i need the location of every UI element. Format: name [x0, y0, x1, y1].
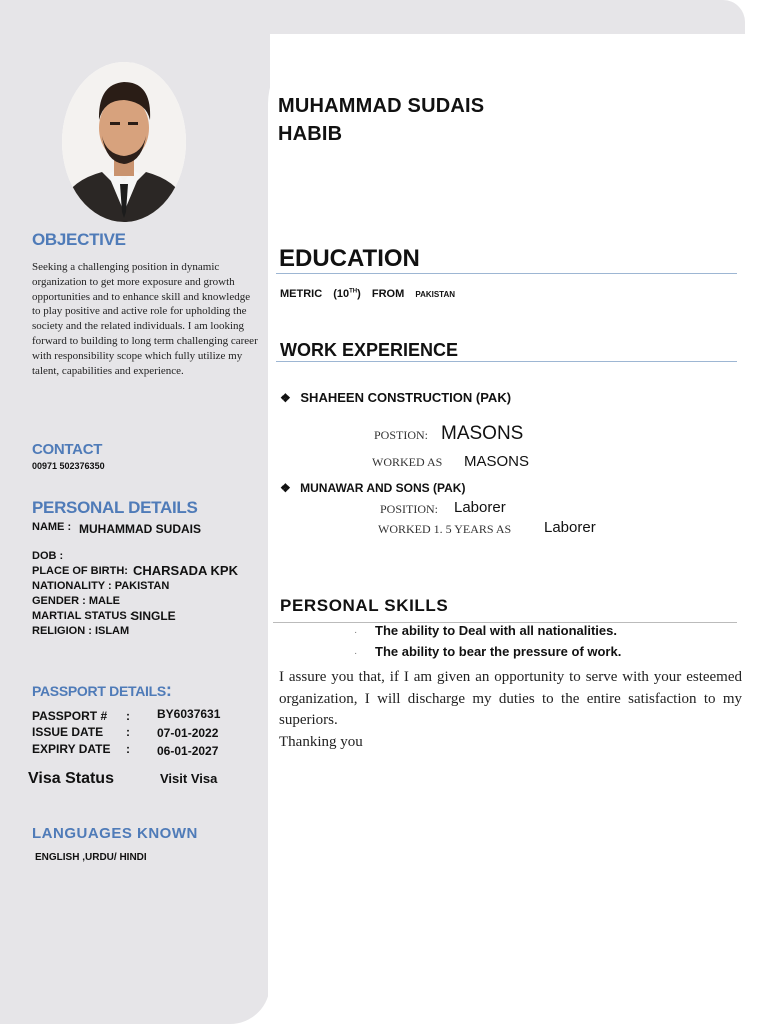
- pd-religion: RELIGION : ISLAM: [32, 625, 130, 637]
- issue-date-value: 07-01-2022: [157, 726, 219, 740]
- education-from: FROM: [371, 288, 405, 300]
- education-level: [333, 288, 361, 300]
- job-2-worked-label: WORKED 1. 5 YEARS AS: [378, 522, 512, 536]
- pd-birth-value: CHARSADA KPK: [133, 563, 238, 578]
- passport-number-sep: :: [126, 709, 130, 723]
- education-rule: [276, 273, 737, 274]
- education-level-text: (10: [333, 288, 350, 300]
- job-1-company: SHAHEEN CONSTRUCTION (PAK): [300, 390, 512, 405]
- job-2-position-value: Laborer: [454, 499, 506, 516]
- job-1-position-value: MASONS: [441, 423, 524, 444]
- pd-name-label: NAME :: [32, 521, 72, 533]
- job-2-company: MUNAWAR AND SONS (PAK): [300, 481, 466, 495]
- education-heading: EDUCATION: [279, 245, 420, 272]
- name-line-1: MUHAMMAD SUDAIS: [278, 95, 485, 117]
- skill-1-bullet: ·: [354, 627, 358, 638]
- education-level-close: ): [357, 288, 361, 300]
- pd-name-value: MUHAMMAD SUDAIS: [79, 522, 201, 536]
- passport-heading: [32, 680, 172, 701]
- contact-heading: CONTACT: [32, 441, 103, 458]
- name-title: [278, 92, 484, 148]
- visa-status-label: Visa Status: [28, 770, 114, 787]
- expiry-date-label: EXPIRY DATE: [32, 742, 111, 756]
- expiry-date-sep: :: [126, 742, 130, 756]
- closing-thanks: Thanking you: [279, 733, 363, 750]
- name-line-2: HABIB: [278, 123, 343, 145]
- skill-1: The ability to Deal with all nationalities.: [375, 623, 617, 638]
- education-metric: METRIC: [280, 288, 323, 300]
- main-panel: [268, 34, 768, 1024]
- job-1-position-label: POSTION:: [374, 428, 429, 442]
- issue-date-label: ISSUE DATE: [32, 725, 104, 739]
- issue-date-sep: :: [126, 725, 130, 739]
- pd-birth-label: PLACE OF BIRTH:: [32, 565, 128, 577]
- job-1-worked-label: WORKED AS: [372, 455, 443, 469]
- skill-2-bullet: ·: [354, 648, 358, 659]
- pd-marital-label: MARTIAL STATUS :: [32, 610, 134, 622]
- languages-heading: LANGUAGES KNOWN: [32, 825, 198, 842]
- profile-photo: [62, 62, 186, 222]
- skills-heading: PERSONAL SKILLS: [280, 596, 449, 615]
- contact-phone: 00971 502376350: [32, 461, 105, 471]
- visa-status-value: Visit Visa: [160, 771, 218, 786]
- job-2-company-row: [280, 481, 465, 495]
- objective-heading: OBJECTIVE: [32, 230, 126, 249]
- work-rule: [276, 361, 737, 362]
- job-1-worked-value: MASONS: [464, 453, 530, 470]
- passport-number-label: PASSPORT #: [32, 709, 108, 723]
- education-country: PAKISTAN: [415, 290, 456, 299]
- pd-dob: DOB :: [32, 550, 64, 562]
- passport-heading-text: PASSPORT DETAILS: [32, 683, 166, 699]
- passport-heading-colon: :: [165, 680, 172, 700]
- languages-list: ENGLISH ,URDU/ HINDI: [35, 852, 147, 863]
- education-level-sup: TH: [349, 288, 358, 295]
- skill-2: The ability to bear the pressure of work.: [375, 644, 622, 659]
- passport-number-value: BY6037631: [157, 707, 221, 721]
- pd-nationality: NATIONALITY : PAKISTAN: [32, 580, 170, 592]
- bullet-diamond-icon: ❖: [280, 481, 291, 495]
- pd-marital-value: SINGLE: [131, 609, 176, 623]
- job-2-position-label: POSITION:: [380, 502, 439, 516]
- closing-paragraph: I assure you that, if I am given an opportunity to serve with your esteemed organization, I will discharge my duties to the entire satisfaction to my superiors.: [279, 669, 742, 728]
- work-heading: WORK EXPERIENCE: [280, 340, 459, 360]
- pd-gender: GENDER : MALE: [32, 595, 120, 607]
- job-2-worked-value: Laborer: [544, 519, 596, 536]
- closing-text: [279, 667, 742, 753]
- education-line: [280, 288, 455, 300]
- job-1-company-row: [280, 390, 511, 405]
- personal-details-heading: PERSONAL DETAILS: [32, 498, 198, 517]
- expiry-date-value: 06-01-2027: [157, 744, 219, 758]
- objective-text: Seeking a challenging position in dynamic organization to get more exposure and growth opportunities and to enhance skill and knowledge to play positive and active role for upholding the society and the related individuals. I am looking forward to building to long term challenging career with responsibility scope which fully utilize my talent, capabilities and experience.: [32, 261, 258, 377]
- bullet-diamond-icon: ❖: [280, 391, 291, 405]
